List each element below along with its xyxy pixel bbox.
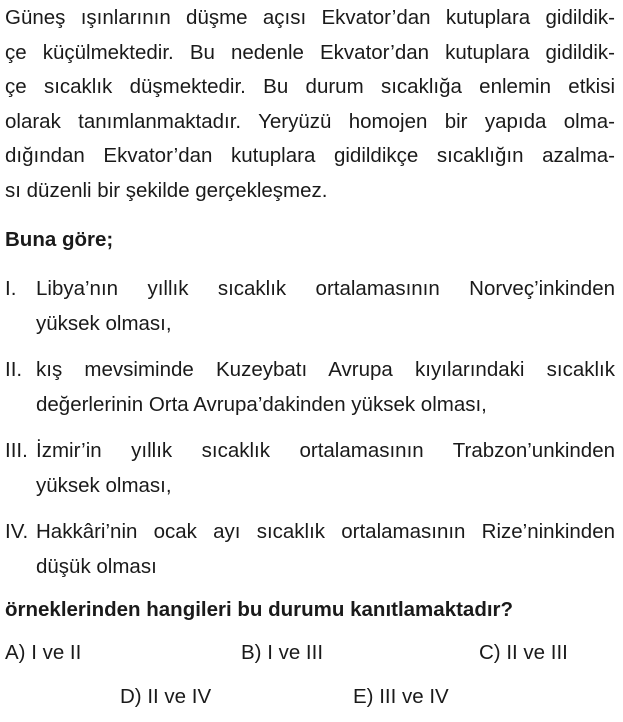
statement-line: kış mevsiminde Kuzeybatı Avrupa kıyılarındaki sıcaklık [36,357,615,381]
statement-number: II. [5,357,23,381]
statement-line: yüksek olması, [36,311,172,335]
statement-line: İzmir’in yıllık sıcaklık ortalamasının Trabzon’unkinden [36,438,615,462]
option-b[interactable]: B) I ve III [241,640,324,664]
passage-line: olarak tanımlanmaktadır. Yeryüzü homojen bir yapıda olma- [5,109,615,133]
option-e[interactable]: E) III ve IV [353,684,449,708]
statement-item-4 [5,514,615,584]
statement-item-3 [5,433,615,503]
passage-line: çe küçülmektedir. Bu nedenle Ekvator’dan kutuplara gidildik- [5,40,615,64]
passage [5,0,615,209]
statement-line: değerlerinin Orta Avrupa’dakinden yüksek olması, [36,392,487,416]
statement-line: Libya’nın yıllık sıcaklık ortalamasının Norveç’inkinden [36,276,615,300]
statement-line: yüksek olması, [36,473,172,497]
option-a[interactable]: A) I ve II [5,640,82,664]
statement-list [5,271,615,584]
option-c[interactable]: C) II ve III [479,640,568,664]
statement-item-2 [5,352,615,422]
statement-line: düşük olması [36,554,157,578]
option-d[interactable]: D) II ve IV [120,684,212,708]
statement-line: Hakkâri’nin ocak ayı sıcaklık ortalamasının Rize’ninkinden [36,519,615,543]
statement-number: III. [5,438,28,462]
question-page [5,0,615,722]
answer-options [5,638,615,722]
statement-number: IV. [5,519,29,543]
passage-line: dığından Ekvator’dan kutuplara gidildikçe sıcaklığın azalma- [5,144,615,168]
passage-line: Güneş ışınlarının düşme açısı Ekvator’dan kutuplara gidildik- [5,6,615,29]
passage-line: sı düzenli bir şekilde gerçekleşmez. [5,178,328,202]
lead-text: Buna göre; [5,227,114,251]
passage-line: çe sıcaklık düşmektedir. Bu durum sıcaklığa enlemin etkisi [5,75,615,99]
question-text: örneklerinden hangileri bu durumu kanıtlamaktadır? [5,597,514,621]
statement-number: I. [5,276,17,300]
statement-item-1 [5,271,615,341]
